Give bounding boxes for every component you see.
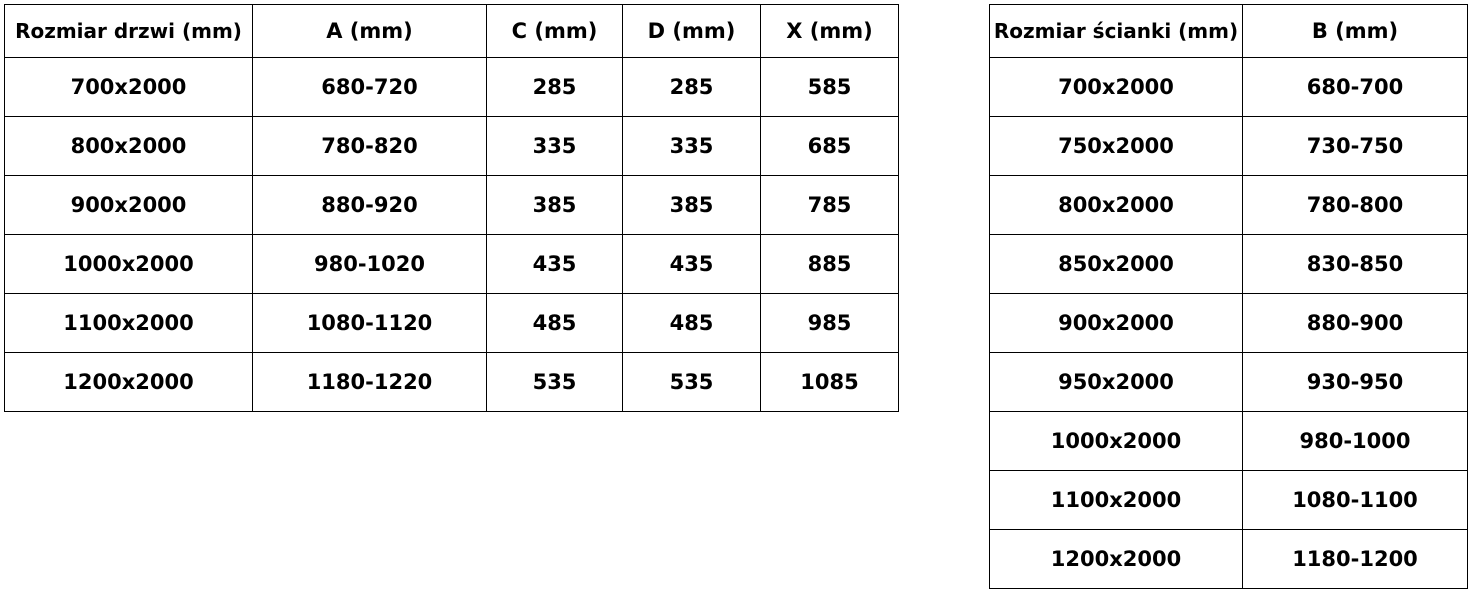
cell-d: 535 — [623, 353, 761, 412]
table-header-row — [5, 5, 899, 58]
table-row — [5, 353, 899, 412]
cell-wall-size: 700x2000 — [990, 58, 1243, 117]
cell-c: 535 — [487, 353, 623, 412]
table-row — [990, 235, 1468, 294]
cell-a: 1180-1220 — [253, 353, 487, 412]
cell-b: 1180-1200 — [1243, 530, 1468, 589]
wall-size-table — [989, 4, 1468, 589]
table-row — [5, 235, 899, 294]
cell-a: 780-820 — [253, 117, 487, 176]
table-row — [990, 353, 1468, 412]
cell-a: 980-1020 — [253, 235, 487, 294]
cell-door-size: 800x2000 — [5, 117, 253, 176]
cell-c: 385 — [487, 176, 623, 235]
table-row — [990, 176, 1468, 235]
cell-x: 585 — [761, 58, 899, 117]
table-row — [5, 176, 899, 235]
cell-c: 285 — [487, 58, 623, 117]
door-size-table — [4, 4, 899, 412]
table-row — [5, 294, 899, 353]
column-header-a: A (mm) — [253, 5, 487, 58]
cell-x: 885 — [761, 235, 899, 294]
cell-b: 880-900 — [1243, 294, 1468, 353]
cell-d: 485 — [623, 294, 761, 353]
cell-c: 335 — [487, 117, 623, 176]
column-header-door-size: Rozmiar drzwi (mm) — [5, 5, 253, 58]
column-header-d: D (mm) — [623, 5, 761, 58]
cell-d: 285 — [623, 58, 761, 117]
cell-door-size: 700x2000 — [5, 58, 253, 117]
cell-x: 785 — [761, 176, 899, 235]
column-header-c: C (mm) — [487, 5, 623, 58]
table-row — [990, 294, 1468, 353]
table-row — [990, 412, 1468, 471]
cell-a: 1080-1120 — [253, 294, 487, 353]
cell-x: 1085 — [761, 353, 899, 412]
cell-wall-size: 750x2000 — [990, 117, 1243, 176]
cell-c: 435 — [487, 235, 623, 294]
cell-b: 780-800 — [1243, 176, 1468, 235]
cell-d: 385 — [623, 176, 761, 235]
cell-b: 1080-1100 — [1243, 471, 1468, 530]
cell-b: 980-1000 — [1243, 412, 1468, 471]
table-row — [5, 117, 899, 176]
cell-b: 830-850 — [1243, 235, 1468, 294]
cell-x: 685 — [761, 117, 899, 176]
cell-b: 730-750 — [1243, 117, 1468, 176]
table-row — [990, 117, 1468, 176]
column-header-x: X (mm) — [761, 5, 899, 58]
cell-door-size: 1100x2000 — [5, 294, 253, 353]
column-header-wall-size: Rozmiar ścianki (mm) — [990, 5, 1243, 58]
cell-a: 680-720 — [253, 58, 487, 117]
cell-a: 880-920 — [253, 176, 487, 235]
table-header-row — [990, 5, 1468, 58]
cell-wall-size: 850x2000 — [990, 235, 1243, 294]
cell-x: 985 — [761, 294, 899, 353]
cell-door-size: 1000x2000 — [5, 235, 253, 294]
cell-wall-size: 1100x2000 — [990, 471, 1243, 530]
table-row — [5, 58, 899, 117]
cell-wall-size: 1200x2000 — [990, 530, 1243, 589]
table-row — [990, 58, 1468, 117]
cell-wall-size: 900x2000 — [990, 294, 1243, 353]
cell-d: 335 — [623, 117, 761, 176]
cell-door-size: 900x2000 — [5, 176, 253, 235]
cell-wall-size: 950x2000 — [990, 353, 1243, 412]
column-header-b: B (mm) — [1243, 5, 1468, 58]
cell-c: 485 — [487, 294, 623, 353]
cell-d: 435 — [623, 235, 761, 294]
table-row — [990, 530, 1468, 589]
table-row — [990, 471, 1468, 530]
cell-b: 930-950 — [1243, 353, 1468, 412]
cell-door-size: 1200x2000 — [5, 353, 253, 412]
cell-wall-size: 1000x2000 — [990, 412, 1243, 471]
cell-wall-size: 800x2000 — [990, 176, 1243, 235]
cell-b: 680-700 — [1243, 58, 1468, 117]
